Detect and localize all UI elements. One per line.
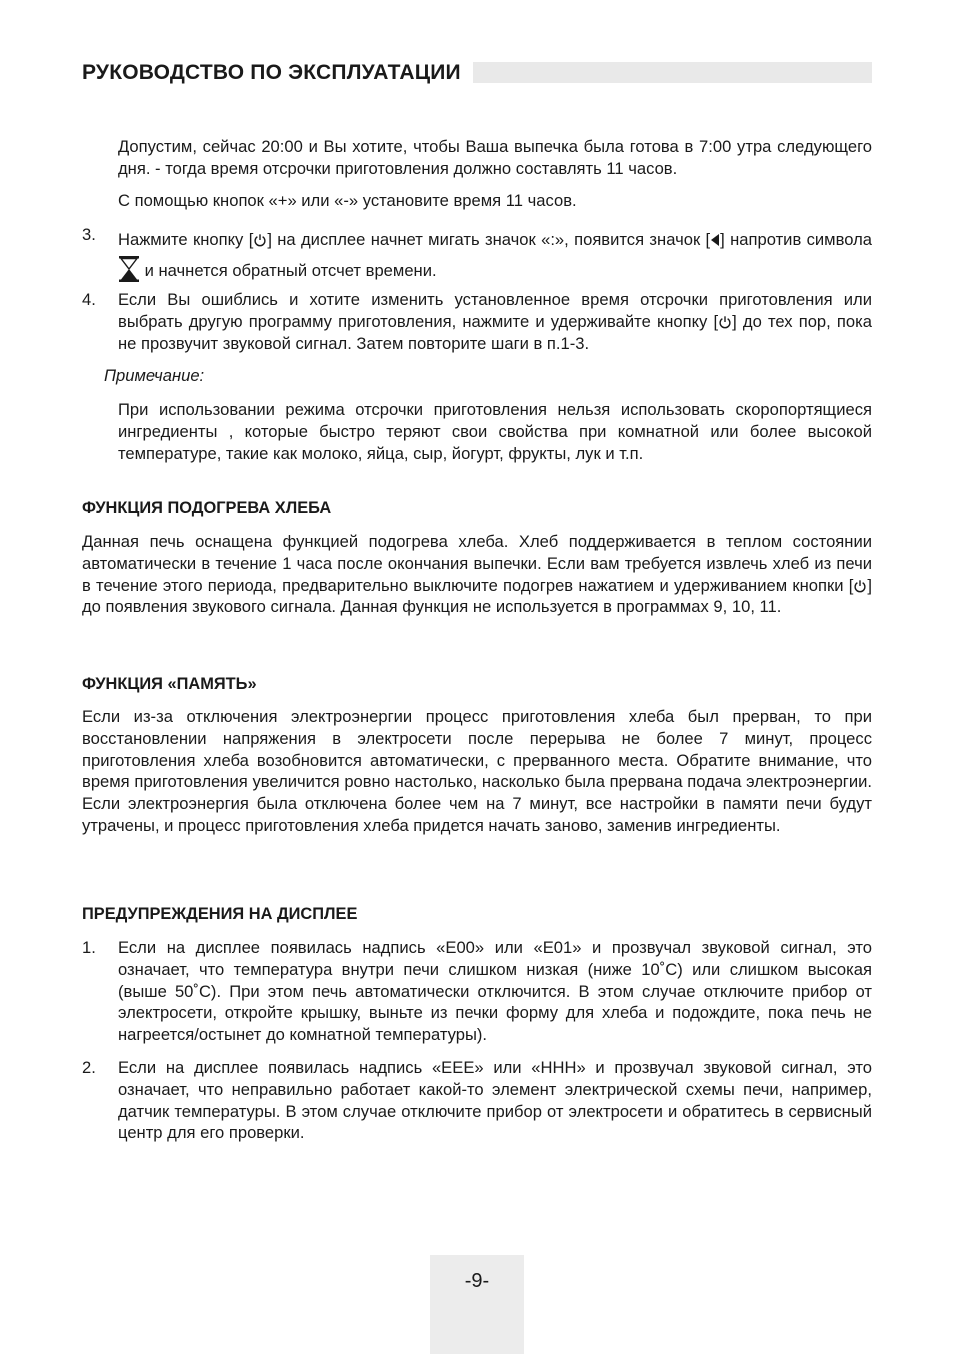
warning-item-1: Если на дисплее появилась надпись «E00» или «E01» и прозвучал звуковой сигнал, это означает, что температура внутри печи слишком низкая (ниже 10˚С) или слишком высокая (выше 50˚С). При этом печь автоматически отключится. В этом случае отключите прибор от электросети, откройте крышку, выньте из печки форму для хлеба и подождите, пока печь не нагреется/остынет до комнатной температуры).	[118, 938, 872, 1045]
section-heading-warnings: ПРЕДУПРЕЖДЕНИЯ НА ДИСПЛЕЕ	[82, 905, 358, 923]
warning-item-2: Если на дисплее появилась надпись «EEE» или «HHH» и прозвучал звуковой сигнал, это означает, что неправильно работает какой-то элемент электрической схемы печи, например, датчик температуры. В этом случае отключите прибор от электросети и обратитесь в сервисный центр для его проверки.	[118, 1058, 872, 1143]
step-3-part4: и начнется обратный отсчет времени.	[144, 261, 437, 280]
power-icon	[718, 315, 732, 329]
section-warm-part2: ] до появления звукового сигнала. Данная функция не используется в программах 9, 10, 11.	[82, 575, 872, 617]
section-heading-warm: ФУНКЦИЯ ПОДОГРЕВА ХЛЕБА	[82, 499, 332, 517]
step-3-text	[118, 224, 872, 286]
step-4-part2: ] до тех пор, пока не прозвучит звуковой сигнал. Затем повторите шаги в п.1-3.	[118, 311, 872, 353]
note-text: При использовании режима отсрочки приготовления нельзя использовать скоропортящиеся ингредиенты , которые быстро теряют свои свойства при комнатной или более высокой температуре, такие как молоко, яйца, сыр, йогурт, фрукты, лук и т.п.	[118, 400, 872, 463]
step-3-part1: Нажмите кнопку [	[118, 230, 254, 249]
step-4-text	[118, 289, 872, 354]
step-3-part2: ] на дисплее начнет мигать значок «:», появится значок [	[267, 230, 711, 249]
intro-paragraph-1: Допустим, сейчас 20:00 и Вы хотите, чтобы Ваша выпечка была готова в 7:00 утра следующего дня. - тогда время отсрочки приготовления должно составлять 11 часов.	[118, 137, 872, 178]
note-label: Примечание:	[104, 366, 205, 385]
page-number: -9-	[464, 1270, 490, 1292]
list-item-number: 2.	[82, 1058, 96, 1077]
page-title: РУКОВОДСТВО ПО ЭКСПЛУАТАЦИИ	[82, 60, 473, 86]
hourglass-icon	[118, 256, 140, 282]
arrow-left-icon	[710, 234, 720, 246]
section-heading-memory: ФУНКЦИЯ «ПАМЯТЬ»	[82, 675, 257, 693]
power-icon	[253, 233, 267, 247]
step-4-part1: Если Вы ошиблись и хотите изменить установленное время отсрочки приготовления или выбрать другую программу приготовления, нажмите и удерживайте кнопку [	[118, 290, 872, 331]
section-warm-text	[82, 531, 872, 618]
step-number: 4.	[82, 290, 96, 309]
list-item-number: 1.	[82, 938, 96, 957]
step-3-part3: ] напротив символа	[720, 230, 872, 249]
power-icon	[853, 579, 867, 593]
section-warm-part1: Данная печь оснащена функцией подогрева хлеба. Хлеб поддерживается в теплом состоянии автоматически в течение 1 часа после окончания выпечки. Если вам требуется извлечь хлеб из печи в течение этого периода, предварительно выключите подогрев нажатием и удерживанием кнопки [	[82, 532, 872, 595]
intro-paragraph-2: С помощью кнопок «+» или «-» установите время 11 часов.	[118, 191, 577, 210]
section-memory-text: Если из-за отключения электроэнергии процесс приготовления хлеба был прерван, то при восстановлении напряжения в электросети после перерыва не более 7 минут, процесс приготовления хлеба возобновится автоматически, с прерванного места. Обратите внимание, что время приготовления увеличится ровно настолько, насколько была прервана подача электроэнергии. Если электроэнергия была отключена более чем на 7 минут, все настройки в памяти печи будут утрачены, и процесс приготовления хлеба придется начать заново, заменив ингредиенты.	[82, 707, 872, 835]
step-number: 3.	[82, 225, 96, 244]
